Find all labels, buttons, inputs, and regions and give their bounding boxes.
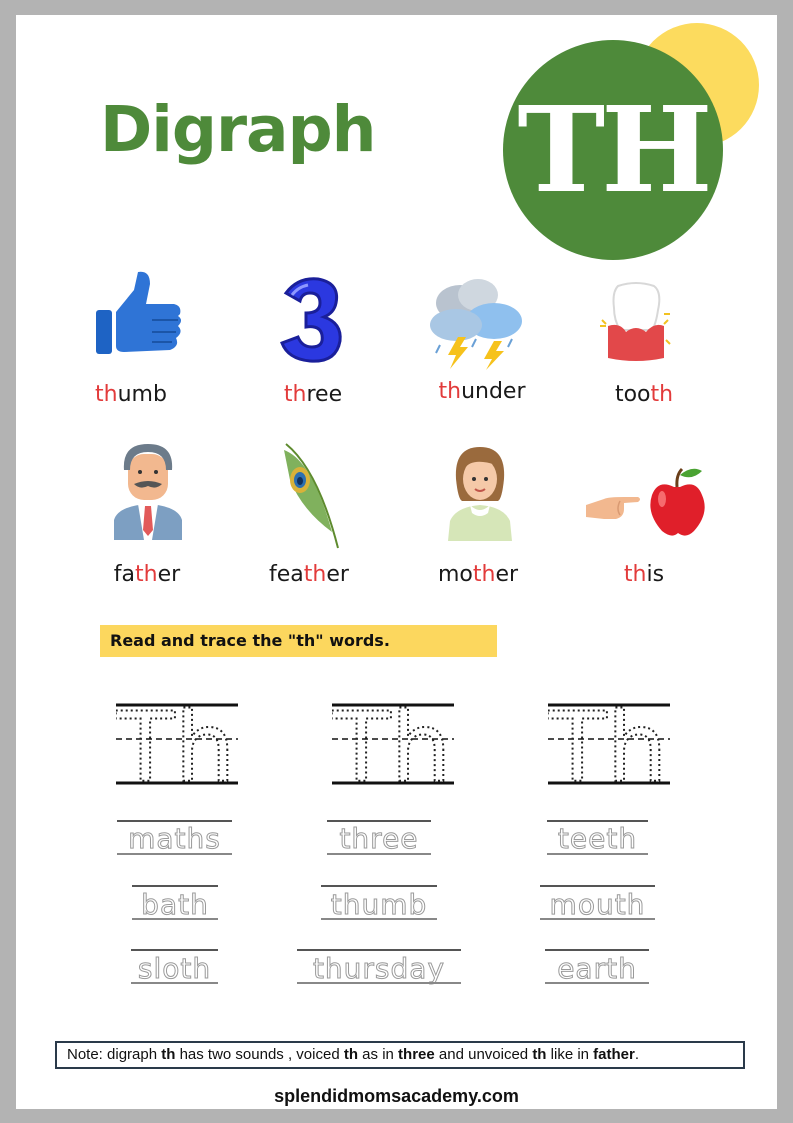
digraph-highlight: th bbox=[623, 562, 647, 587]
worksheet-page bbox=[16, 15, 777, 1109]
note-text: Note: digraph bbox=[67, 1046, 162, 1063]
mother-icon bbox=[442, 443, 518, 541]
word-three bbox=[238, 382, 388, 407]
trace-th-block-1 bbox=[116, 697, 241, 789]
trace-word: thursday bbox=[312, 952, 446, 985]
word-part: under bbox=[461, 379, 526, 404]
instruction-text: Read and trace the "th" words. bbox=[110, 631, 390, 650]
trace-base-line bbox=[321, 918, 437, 920]
trace-word: thumb bbox=[330, 888, 428, 921]
digraph-highlight: th bbox=[438, 379, 462, 404]
feather-icon bbox=[278, 440, 348, 552]
word-part: umb bbox=[117, 382, 167, 407]
trace-word: maths bbox=[128, 822, 221, 855]
trace-word: earth bbox=[557, 952, 637, 985]
note-text: has two sounds , voiced bbox=[175, 1046, 344, 1063]
note-text: and unvoiced bbox=[434, 1046, 533, 1063]
note-bold: th bbox=[532, 1046, 547, 1063]
trace-th-block-3 bbox=[548, 697, 673, 789]
word-part: er bbox=[326, 562, 349, 587]
word-part: too bbox=[614, 382, 651, 407]
trace-word: bath bbox=[141, 888, 209, 921]
digraph-highlight: th bbox=[472, 562, 496, 587]
word-tooth bbox=[569, 382, 719, 407]
note-bold: father bbox=[593, 1046, 635, 1063]
trace-base-line bbox=[547, 853, 648, 855]
digraph-highlight: th bbox=[95, 382, 118, 407]
word-part: er bbox=[495, 562, 519, 587]
note-bold: th bbox=[161, 1046, 176, 1063]
trace-base-line bbox=[545, 982, 649, 984]
word-thunder bbox=[407, 379, 557, 404]
word-feather bbox=[234, 562, 384, 587]
father-icon bbox=[108, 440, 188, 540]
trace-guide-line bbox=[540, 885, 655, 887]
word-this bbox=[569, 562, 719, 587]
note-text: like in bbox=[546, 1046, 594, 1063]
note-text: as in bbox=[358, 1046, 399, 1063]
trace-word: three bbox=[339, 822, 419, 855]
trace-base-line bbox=[540, 918, 655, 920]
trace-letters: Th bbox=[116, 697, 236, 789]
number-three-icon bbox=[278, 275, 348, 365]
trace-word: teeth bbox=[557, 822, 638, 855]
th-badge-text: TH bbox=[517, 80, 709, 219]
page-title: Digraph bbox=[100, 93, 376, 166]
word-part: er bbox=[157, 562, 181, 587]
word-mother bbox=[403, 562, 553, 587]
trace-letters: Th bbox=[332, 697, 452, 789]
thumbs-up-icon bbox=[94, 270, 184, 360]
trace-guide-line bbox=[131, 949, 218, 951]
trace-letters: Th bbox=[548, 697, 668, 789]
trace-guide-line bbox=[321, 885, 437, 887]
trace-guide-line bbox=[545, 949, 649, 951]
trace-word: mouth bbox=[549, 888, 646, 921]
word-father bbox=[72, 562, 222, 587]
note-text: . bbox=[634, 1046, 640, 1063]
trace-word: sloth bbox=[137, 952, 212, 985]
note-bold: th bbox=[343, 1046, 359, 1063]
word-part: mo bbox=[437, 562, 473, 587]
digraph-highlight: th bbox=[283, 382, 307, 407]
word-part: fea bbox=[269, 562, 304, 587]
digraph-highlight: th bbox=[650, 382, 674, 407]
trace-guide-line bbox=[297, 949, 461, 951]
note-bold: three bbox=[398, 1046, 435, 1063]
trace-th-block-2 bbox=[332, 697, 457, 789]
note-box bbox=[55, 1041, 745, 1069]
digraph-highlight: th bbox=[135, 562, 158, 587]
word-thumb bbox=[56, 382, 206, 407]
pointing-apple-icon bbox=[584, 465, 709, 540]
trace-base-line bbox=[117, 853, 232, 855]
trace-base-line bbox=[327, 853, 431, 855]
tooth-icon bbox=[596, 280, 676, 365]
word-part: fa bbox=[113, 562, 136, 587]
trace-guide-line bbox=[132, 885, 218, 887]
trace-base-line bbox=[297, 982, 461, 984]
word-part: ree bbox=[306, 382, 343, 407]
digraph-highlight: th bbox=[303, 562, 327, 587]
footer-website: splendidmomsacademy.com bbox=[274, 1086, 519, 1106]
trace-base-line bbox=[131, 982, 218, 984]
thunder-cloud-icon bbox=[428, 275, 528, 370]
word-part: is bbox=[646, 562, 665, 587]
trace-base-line bbox=[132, 918, 218, 920]
